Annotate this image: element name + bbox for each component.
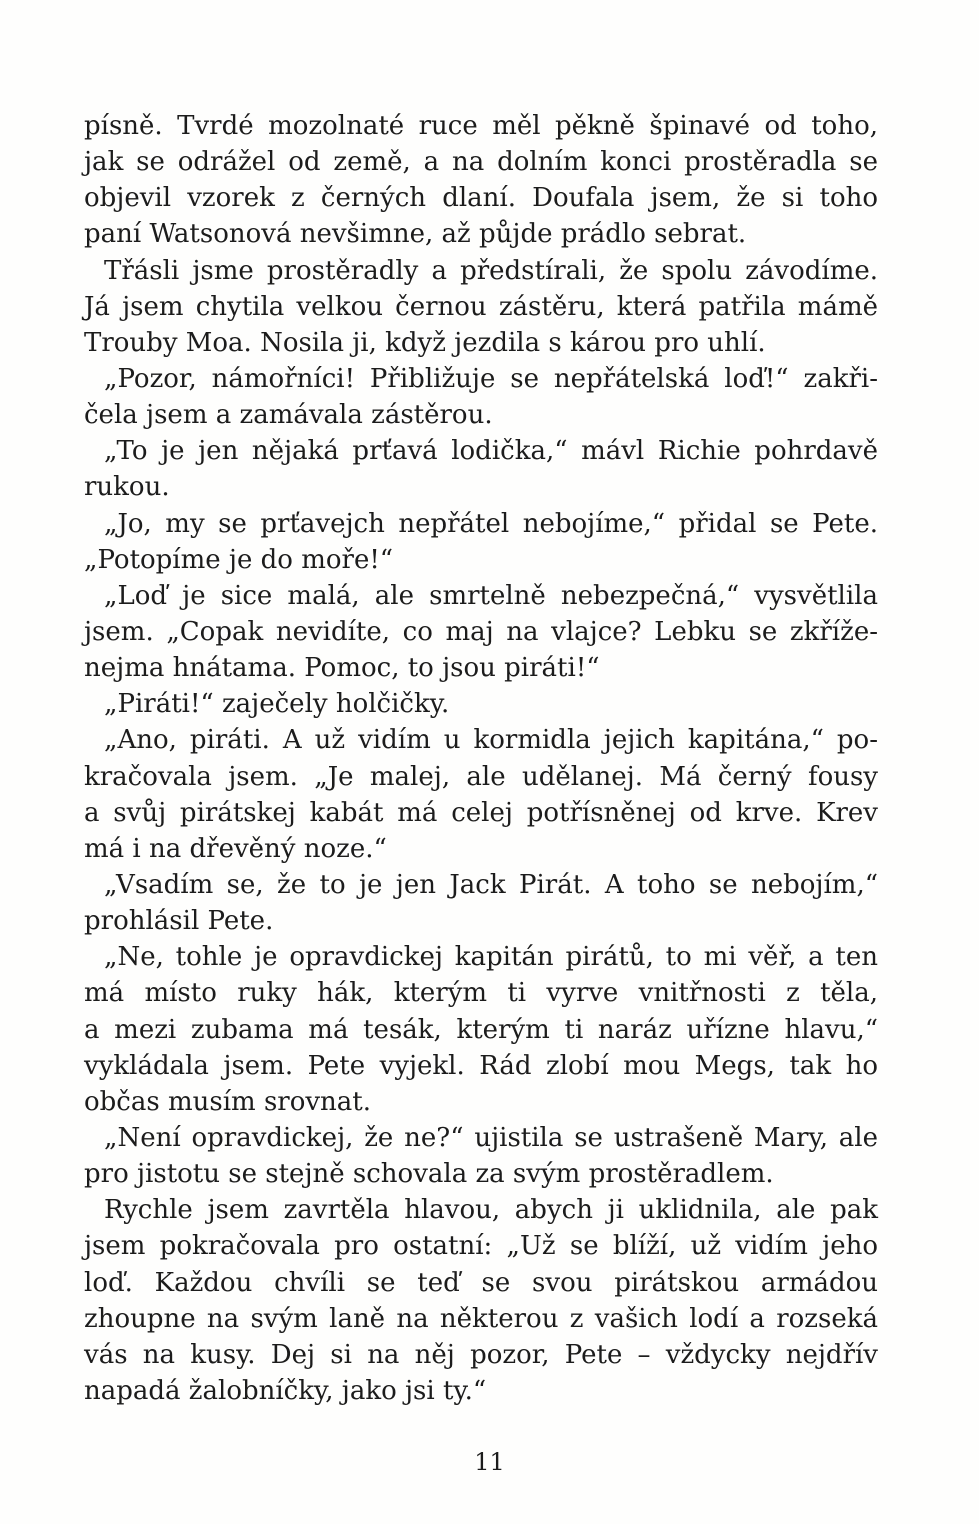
- text-line: „Vsadím se, že to je jen Jack Pirát. A toho se nebojím,“: [104, 869, 878, 900]
- text-line: kračovala jsem. „Je malej, ale udělanej. Má černý fousy: [84, 761, 878, 792]
- text-line: vykládala jsem. Pete vyjekl. Rád zlobí mou Megs, tak ho: [84, 1050, 878, 1081]
- text-line: nejma hnátama. Pomoc, to jsou piráti!“: [84, 653, 600, 684]
- text-line: a svůj pirátskej kabát má celej potřísněnej od krve. Krev: [84, 797, 878, 828]
- text-line: napadá žalobníčky, jako jsi ty.“: [84, 1375, 487, 1406]
- text-line: písně. Tvrdé mozolnaté ruce měl pěkně špinavé od toho,: [84, 111, 878, 141]
- text-line: jak se odrážel od země, a na dolním konci prostěradla se: [84, 147, 878, 178]
- text-line: paní Watsonová nevšimne, až půjde prádlo sebrat.: [84, 219, 747, 250]
- text-line: „Pozor, námořníci! Přibližuje se nepřátelská loď!“ zakři-: [104, 363, 878, 394]
- page-number: 11: [474, 1448, 505, 1476]
- text-line: zhoupne na svým laně na některou z vašich lodí a rozseká: [84, 1303, 878, 1334]
- text-line: má i na dřevěný noze.“: [84, 833, 387, 864]
- text-line: „Není opravdickej, že ne?“ ujistila se ustrašeně Mary, ale: [104, 1122, 878, 1153]
- text-line: loď. Každou chvíli se teď se svou pirátskou armádou: [84, 1267, 878, 1298]
- text-line: čela jsem a zamávala zástěrou.: [84, 400, 493, 431]
- text-line: vás na kusy. Dej si na něj pozor, Pete – vždycky nejdřív: [84, 1339, 878, 1370]
- text-line: Třásli jsme prostěradly a předstírali, že spolu závodíme.: [104, 255, 878, 286]
- body-text: [84, 108, 878, 1409]
- text-line: „Potopíme je do moře!“: [84, 544, 394, 575]
- text-line: Trouby Moa. Nosila ji, když jezdila s károu pro uhlí.: [84, 327, 766, 358]
- text-line: „Ne, tohle je opravdickej kapitán pirátů, to mi věř, a ten: [104, 942, 878, 973]
- text-line: „To je jen nějaká prťavá lodička,“ mávl Richie pohrdavě: [104, 436, 878, 467]
- text-line: pro jistotu se stejně schovala za svým prostěradlem.: [84, 1159, 774, 1190]
- text-line: občas musím srovnat.: [84, 1086, 372, 1117]
- text-line: „Jo, my se prťavejch nepřátel nebojíme,“ přidal se Pete.: [104, 508, 878, 539]
- text-line: prohlásil Pete.: [84, 906, 274, 937]
- text-line: „Loď je sice malá, ale smrtelně nebezpečná,“ vysvětlila: [104, 580, 878, 611]
- text-line: jsem pokračovala pro ostatní: „Už se blíží, už vidím jeho: [84, 1231, 878, 1262]
- text-line: má místo ruky hák, kterým ti vyrve vnitřnosti z těla,: [84, 978, 878, 1009]
- text-line: Rychle jsem zavrtěla hlavou, abych ji uklidnila, ale pak: [104, 1195, 878, 1226]
- text-line: Já jsem chytila velkou černou zástěru, která patřila mámě: [84, 291, 878, 322]
- text-line: jsem. „Copak nevidíte, co maj na vlajce? Lebku se zkříže-: [84, 616, 878, 647]
- text-line: a mezi zubama má tesák, kterým ti naráz uřízne hlavu,“: [84, 1014, 878, 1045]
- text-line: „Piráti!“ zaječely holčičky.: [104, 689, 450, 720]
- text-line: rukou.: [84, 472, 170, 503]
- text-line: „Ano, piráti. A už vidím u kormidla jejich kapitána,“ po-: [104, 725, 878, 756]
- text-line: objevil vzorek z černých dlaní. Doufala jsem, že si toho: [84, 183, 878, 214]
